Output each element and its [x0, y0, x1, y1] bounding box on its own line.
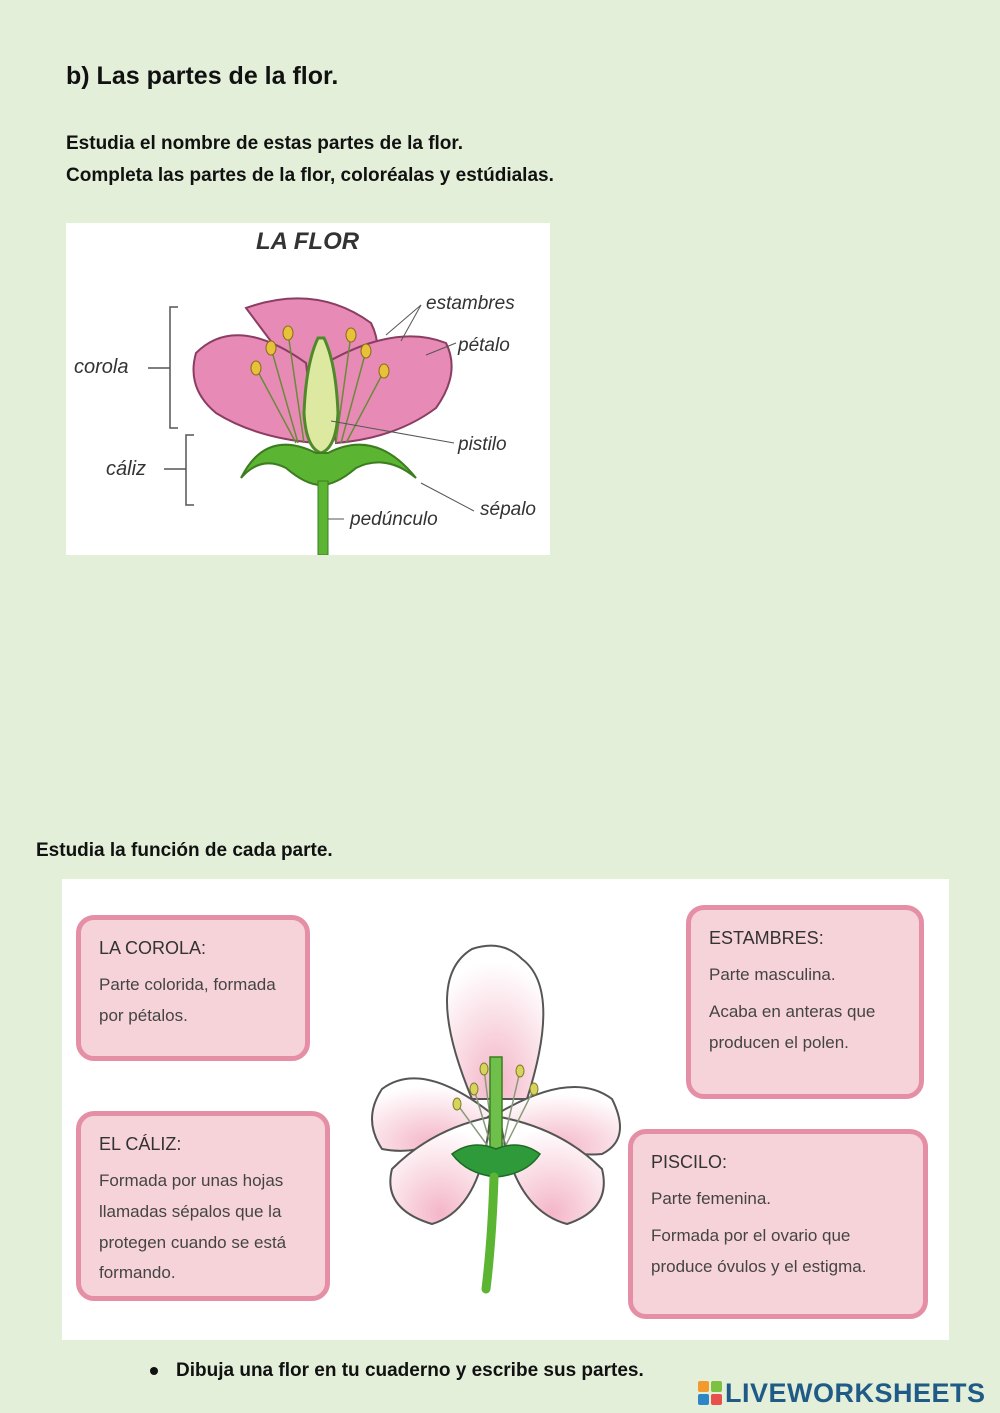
stem-illustration: [486, 1177, 494, 1289]
liveworksheets-logo: [698, 1378, 986, 1408]
label-estambres: estambres: [426, 293, 515, 314]
label-petalo: pétalo: [458, 335, 510, 356]
logo-text: LIVEWORKSHEETS: [725, 1377, 986, 1408]
instruction-line-1: Estudia el nombre de estas partes de la flor.: [66, 133, 464, 154]
function-heading: Estudia la función de cada parte.: [36, 840, 333, 861]
card-caliz-text: Formada por unas hojas llamadas sépalos que la protegen cuando se está formando.: [99, 1171, 287, 1283]
label-caliz: cáliz: [106, 458, 147, 480]
card-caliz: [76, 1111, 330, 1301]
label-corola: corola: [74, 356, 129, 378]
diagram-title: LA FLOR: [256, 228, 360, 255]
flower-function-panel: [62, 879, 949, 1340]
card-piscilo-text-1: Parte femenina.: [651, 1189, 772, 1209]
card-piscilo-text-2: Formada por el ovario que produce óvulos y el estigma.: [651, 1225, 867, 1276]
card-caliz-title: EL CÁLIZ:: [99, 1134, 182, 1154]
bullet-item: [150, 1360, 644, 1382]
logo-icon: [698, 1381, 722, 1405]
stem: [318, 481, 328, 555]
card-estambres-text-2: Acaba en anteras que producen el polen.: [709, 1001, 876, 1052]
card-estambres: [686, 905, 924, 1099]
card-piscilo: [628, 1129, 928, 1319]
card-corola-text: Parte colorida, formada por pétalos.: [99, 975, 276, 1025]
card-estambres-text-1: Parte masculina.: [709, 965, 836, 985]
flower-diagram: [66, 223, 550, 555]
label-pedunculo: pedúnculo: [350, 509, 438, 530]
page-heading: b) Las partes de la flor.: [66, 62, 339, 90]
instruction-line-2: Completa las partes de la flor, coloréalas y estúdialas.: [66, 165, 554, 186]
card-corola-title: LA COROLA:: [99, 938, 207, 958]
simple-flower-illustration: [362, 939, 632, 1339]
sepals: [241, 445, 416, 485]
bullet-text: Dibuja una flor en tu cuaderno y escribe sus partes.: [176, 1360, 644, 1381]
label-pistilo: pistilo: [458, 434, 507, 455]
label-sepalo: sépalo: [480, 499, 536, 520]
bullet-dot: [150, 1367, 158, 1375]
card-estambres-title: ESTAMBRES:: [709, 928, 824, 948]
card-corola: [76, 915, 310, 1061]
pistil-illustration: [490, 1057, 502, 1152]
card-piscilo-title: PISCILO:: [651, 1152, 728, 1172]
